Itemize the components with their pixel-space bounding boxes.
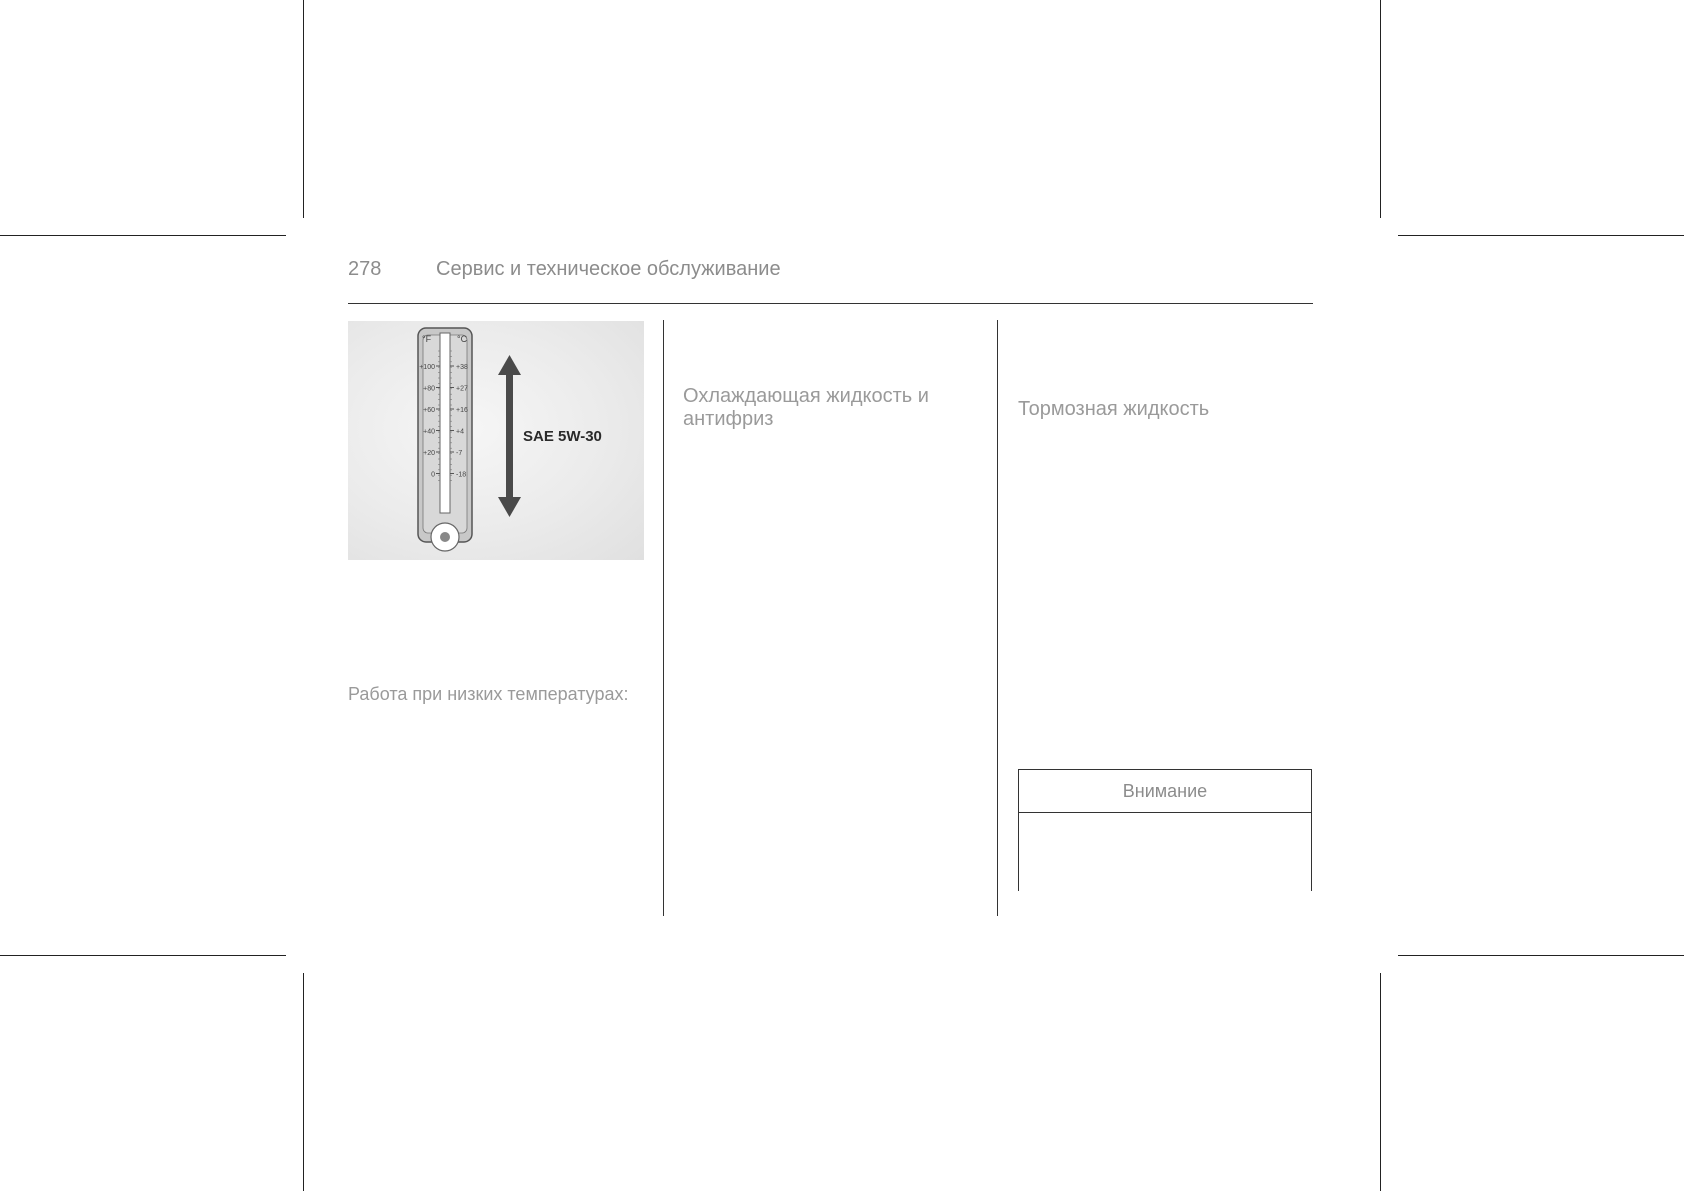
celsius-tick-label: +4: [456, 428, 464, 436]
low-temperature-subheading: Работа при низких температурах:: [348, 684, 629, 704]
coolant-title-line2: антифриз: [683, 408, 774, 430]
fahrenheit-tick-label: +40: [423, 428, 435, 436]
brake-fluid-section-title: Тормозная жидкость: [1018, 398, 1210, 420]
crop-mark: [303, 0, 304, 218]
crop-mark: [1398, 955, 1684, 956]
warning-box-divider: [1018, 812, 1312, 813]
fahrenheit-unit-label: °F: [422, 334, 432, 344]
thermometer-bulb: [440, 532, 450, 542]
oil-grade-label: SAE 5W-30: [523, 428, 602, 445]
thermometer-tube: [440, 333, 450, 513]
crop-mark: [303, 973, 304, 1191]
header-divider: [348, 303, 1313, 304]
crop-mark: [1380, 0, 1381, 218]
crop-mark: [1380, 973, 1381, 1191]
celsius-tick-label: -7: [456, 450, 463, 457]
celsius-unit-label: °C: [457, 334, 468, 344]
coolant-section-title: [683, 385, 929, 431]
celsius-tick-label: +27: [456, 385, 468, 393]
crop-mark: [0, 235, 286, 236]
crop-mark: [0, 955, 286, 956]
fahrenheit-tick-label: +60: [423, 407, 435, 414]
range-arrow-shaft: [506, 371, 513, 501]
column-divider: [997, 320, 998, 916]
celsius-tick-label: +38: [456, 364, 468, 371]
column-divider: [663, 320, 664, 916]
celsius-tick-label: -18: [456, 471, 467, 479]
fahrenheit-tick-label: +80: [423, 385, 435, 393]
oil-viscosity-figure: [348, 321, 644, 560]
fahrenheit-tick-label: +20: [423, 450, 435, 457]
warning-label: Внимание: [1122, 781, 1208, 801]
range-arrow-head-up: [498, 355, 521, 375]
celsius-tick-label: +16: [456, 407, 468, 414]
fahrenheit-tick-label: 0: [431, 471, 435, 479]
warning-box: [1018, 769, 1312, 891]
thermometer-illustration: [348, 321, 644, 560]
coolant-title-line1: Охлаждающая жидкость и: [683, 385, 929, 407]
warning-box-border: [1018, 769, 1312, 770]
page-number: 278: [348, 258, 382, 280]
range-arrow-head-down: [498, 497, 521, 517]
crop-mark: [1398, 235, 1684, 236]
fahrenheit-tick-label: +100: [419, 364, 435, 371]
chapter-title: Сервис и техническое обслуживание: [436, 258, 781, 280]
